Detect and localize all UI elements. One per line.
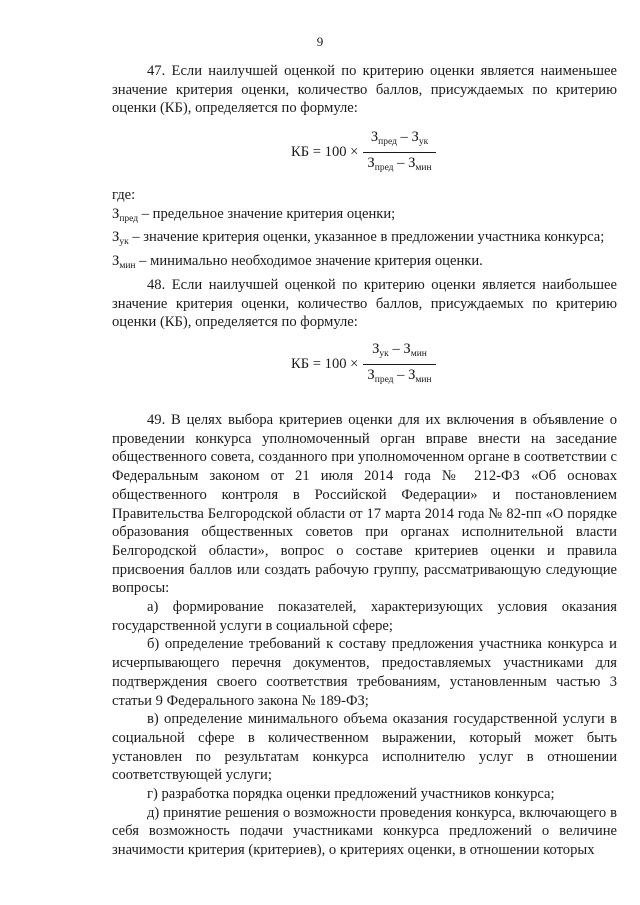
fraction-bar — [363, 152, 435, 153]
formula-lhs: КБ = 100 × — [291, 356, 359, 372]
list-item-g: г) разработка порядка оценки предложений участников конкурса; — [147, 786, 555, 803]
paragraph-47-block — [112, 62, 617, 118]
formula-denominator: $З_{пред} - З_{мин}$ — [367, 367, 432, 385]
formula-numerator: $З_{пред} - З_{ук}$ — [370, 129, 429, 147]
page-number: 9 — [316, 34, 324, 49]
formula-denominator: $З_{пред} - З_{мин}$ — [367, 155, 432, 173]
paragraph-48: 48. Если наилучшей оценкой по критерию оценки является наибольшее значение критерия оценки, количество баллов, присуждаемых по критерию оценки (КБ), определяется по формуле: — [112, 276, 617, 331]
formula-min-best — [291, 128, 436, 177]
formula-fraction — [363, 128, 435, 177]
list-item-d: д) принятие решения о возможности проведения конкурса, включающего в себя возможность подачи участниками конкурса предложений о величине значимости критерия (критериев), о критериях оценки, в отношении которых — [112, 804, 617, 859]
definitions-block — [112, 186, 617, 332]
paragraph-49: 49. В целях выбора критериев оценки для их включения в объявление о проведении конкурса уполномоченный орган вправе внести на заседание общественного совета, созданного при уполномоченном органе в соответствии с Федеральным законом от 21 июля 2014 года № 212-ФЗ «Об основах общественного контроля в Российской Федерации» и постановлением Правительства Белгородской области от 17 марта 2014 года № 82-пп «О порядке образования общественных советов при органах исполнительной власти Белгородской области», вопрос о составе критериев оценки и правила присвоения баллов или создать рабочую группу, рассматривающую следующие вопросы: — [112, 412, 617, 597]
definition-minimum: $З_{мин}$ – минимально необходимое значение критерия оценки. — [112, 253, 483, 272]
paragraph-47: 47. Если наилучшей оценкой по критерию оценки является наименьшее значение критерия оценки, количество баллов, присуждаемых по критерию оценки (КБ), определяется по формуле: — [112, 63, 617, 117]
definition-limit: $З_{пред}$ – предельное значение критерия оценки; — [112, 205, 396, 224]
fraction-bar — [363, 364, 435, 365]
formula-max-best — [291, 340, 436, 389]
definition-bidder: $З_{ук}$ – значение критерия оценки, указанное в предложении участника конкурса; — [112, 229, 605, 248]
formula-numerator: $З_{ук} - З_{мин}$ — [372, 341, 427, 359]
formula-fraction — [363, 340, 435, 389]
list-item-a: а) формирование показателей, характеризующих условия оказания государственной услуги в социальной сфере; — [112, 599, 617, 634]
where-label: где: — [112, 187, 136, 203]
list-item-b: б) определение требований к составу предложения участника конкурса и исчерпывающего перечня документов, предоставляемых участниками для подтверждения своего соответствия требованиям, установленным частью 3 статьи 9 Федерального закона № 189-ФЗ; — [112, 636, 617, 709]
list-item-v: в) определение минимального объема оказания государственной услуги в социальной сфере в количественном выражении, который может быть установлен по результатам конкурса исполнителю услуг в отношении соответствующей услуги; — [112, 711, 617, 784]
formula-lhs: КБ = 100 × — [291, 144, 359, 160]
paragraph-49-block — [112, 411, 617, 860]
